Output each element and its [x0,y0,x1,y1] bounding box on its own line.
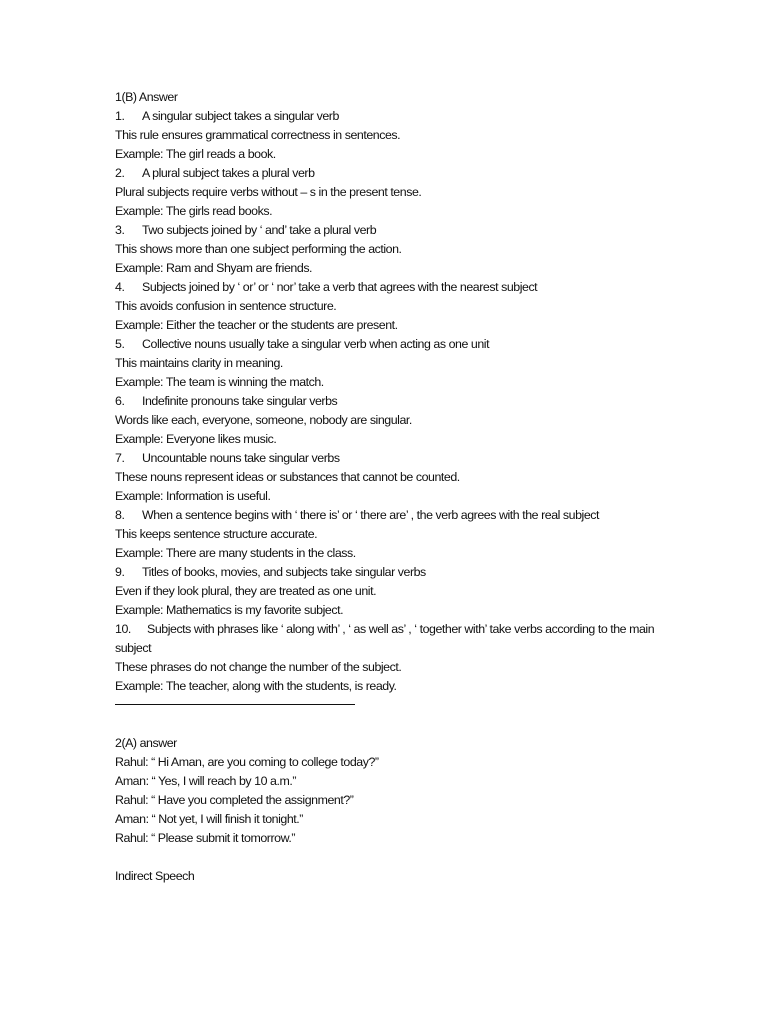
rule-number: 2. [115,166,125,180]
rule-title [115,449,655,468]
dialogue-line: Rahul: “ Hi Aman, are you coming to college today?” [115,755,379,769]
rule-number: 10. [115,622,131,636]
section-heading: 1(B) Answer [115,90,178,104]
rule-note: This avoids confusion in sentence structure. [115,299,337,313]
rule-title [115,506,655,525]
rule-title [115,392,655,411]
rule-text: A singular subject takes a singular verb [142,109,339,123]
rule-example: Example: There are many students in the class. [115,546,356,560]
rule-title [115,164,655,183]
rule-text: When a sentence begins with ‘ there is’ or ‘ there are’ , the verb agrees with the real subject [142,508,600,522]
blank-line [115,715,655,734]
rule-number: 5. [115,337,125,351]
rule-text: Two subjects joined by ‘ and’ take a plural verb [142,223,377,237]
rule-note: This maintains clarity in meaning. [115,356,283,370]
dialogue-line: Aman: “ Not yet, I will finish it tonight.” [115,812,303,826]
rule-example: Example: Everyone likes music. [115,432,277,446]
rule-text: Subjects with phrases like ‘ along with’ , ‘ as well as’ , ‘ together with’ take verbs according to the main subject [115,622,655,655]
rule-text: Uncountable nouns take singular verbs [142,451,340,465]
dialogue-list [115,753,655,848]
rule-example: Example: Either the teacher or the students are present. [115,318,398,332]
rule-text: Titles of books, movies, and subjects take singular verbs [142,565,426,579]
rule-number: 6. [115,394,125,408]
dialogue-line: Rahul: “ Have you completed the assignment?” [115,793,354,807]
rule-text: Subjects joined by ‘ or’ or ‘ nor’ take a verb that agrees with the nearest subject [142,280,538,294]
rule-note: Even if they look plural, they are treated as one unit. [115,584,377,598]
rule-title [115,278,655,297]
document-page [115,88,655,886]
rule-note: This shows more than one subject performing the action. [115,242,402,256]
dialogue-line: Rahul: “ Please submit it tomorrow.” [115,831,296,845]
dialogue-line: Aman: “ Yes, I will reach by 10 a.m.” [115,774,296,788]
rule-title [115,563,655,582]
rule-number: 1. [115,109,125,123]
rule-number: 3. [115,223,125,237]
rule-example: Example: Ram and Shyam are friends. [115,261,313,275]
rule-example: Example: The girl reads a book. [115,147,276,161]
rule-title [115,620,655,658]
rule-text: Indefinite pronouns take singular verbs [142,394,338,408]
rule-text: A plural subject takes a plural verb [142,166,315,180]
subheading: Indirect Speech [115,869,195,883]
rule-title [115,221,655,240]
rule-text: Collective nouns usually take a singular verb when acting as one unit [142,337,490,351]
rule-example: Example: The girls read books. [115,204,273,218]
rule-note: These nouns represent ideas or substances that cannot be counted. [115,470,460,484]
section-heading: 2(A) answer [115,736,177,750]
rule-example: Example: Mathematics is my favorite subject. [115,603,344,617]
blank-line [115,848,655,867]
rule-title [115,335,655,354]
rule-example: Example: Information is useful. [115,489,271,503]
rule-number: 4. [115,280,125,294]
rule-note: Plural subjects require verbs without – s in the present tense. [115,185,422,199]
rule-note: These phrases do not change the number of the subject. [115,660,402,674]
rule-note: This rule ensures grammatical correctness in sentences. [115,128,401,142]
rule-number: 7. [115,451,125,465]
rule-number: 8. [115,508,125,522]
separator-line [115,704,355,705]
rules-list [115,107,655,696]
rule-note: Words like each, everyone, someone, nobody are singular. [115,413,412,427]
rule-note: This keeps sentence structure accurate. [115,527,318,541]
rule-example: Example: The teacher, along with the students, is ready. [115,679,397,693]
rule-number: 9. [115,565,125,579]
rule-example: Example: The team is winning the match. [115,375,324,389]
rule-title [115,107,655,126]
